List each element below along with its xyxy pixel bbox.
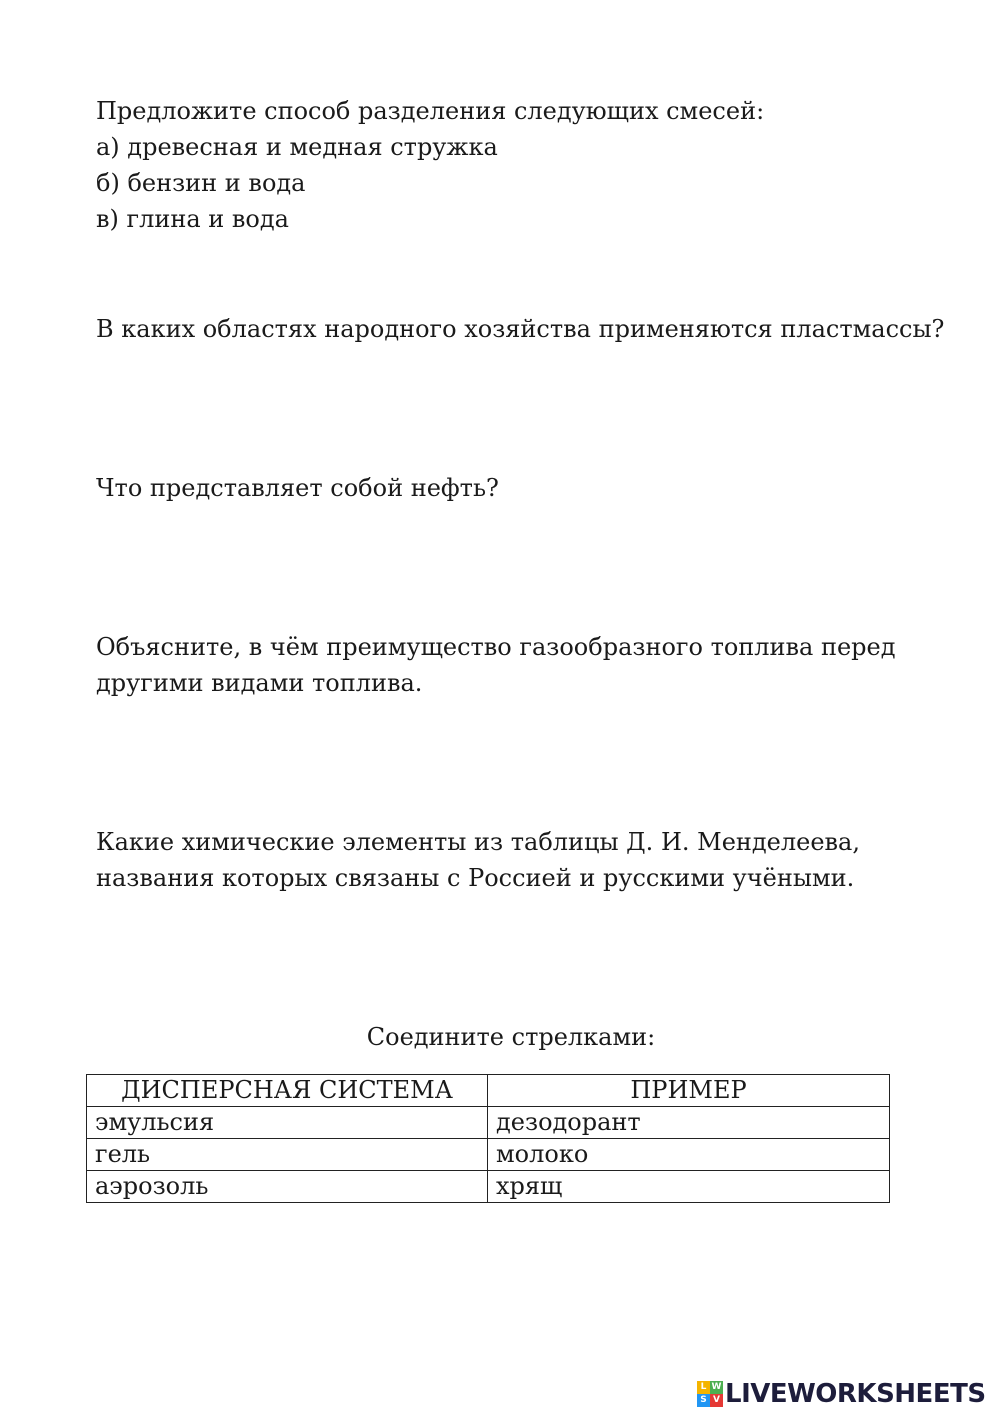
table-cell-example: молоко	[488, 1139, 890, 1171]
logo-tile: W	[711, 1382, 722, 1392]
header-dispersed-system: ДИСПЕРСНАЯ СИСТЕМА	[87, 1075, 488, 1107]
matching-table	[86, 1074, 890, 1203]
question-5-line-1: Какие химические элементы из таблицы Д. И. Менделеева,	[96, 828, 860, 856]
header-example: ПРИМЕР	[488, 1075, 890, 1107]
logo-tile: L	[697, 1381, 710, 1394]
table-cell-system: аэрозоль	[87, 1171, 488, 1203]
question-4-line-2: другими видами топлива.	[96, 669, 423, 697]
question-1-prompt: Предложите способ разделения следующих смесей:	[96, 97, 765, 125]
question-4-line-1: Объясните, в чём преимущество газообразного топлива перед	[96, 633, 896, 661]
liveworksheets-brand	[697, 1378, 986, 1410]
question-1-option-a: а) древесная и медная стружка	[96, 133, 498, 161]
table-row	[87, 1171, 890, 1203]
question-1-option-b: б) бензин и вода	[96, 169, 306, 197]
question-3-text: Что представляет собой нефть?	[96, 474, 499, 502]
table-header-row	[87, 1075, 890, 1107]
table-cell-system: эмульсия	[87, 1107, 488, 1139]
question-1-option-c: в) глина и вода	[96, 205, 289, 233]
table-cell-example: дезодорант	[488, 1107, 890, 1139]
table-row	[87, 1107, 890, 1139]
logo-tile: V	[710, 1394, 723, 1407]
matching-title: Соедините стрелками:	[366, 1023, 656, 1051]
logo-tile: S	[697, 1394, 710, 1407]
question-5-line-2: названия которых связаны с Россией и русскими учёными.	[96, 864, 855, 892]
question-2-text: В каких областях народного хозяйства применяются пластмассы?	[96, 315, 945, 343]
brand-name: LIVEWORKSHEETS	[725, 1379, 986, 1409]
table-row	[87, 1139, 890, 1171]
liveworksheets-logo-icon	[697, 1381, 723, 1407]
table-cell-example: хрящ	[488, 1171, 890, 1203]
table-cell-system: гель	[87, 1139, 488, 1171]
